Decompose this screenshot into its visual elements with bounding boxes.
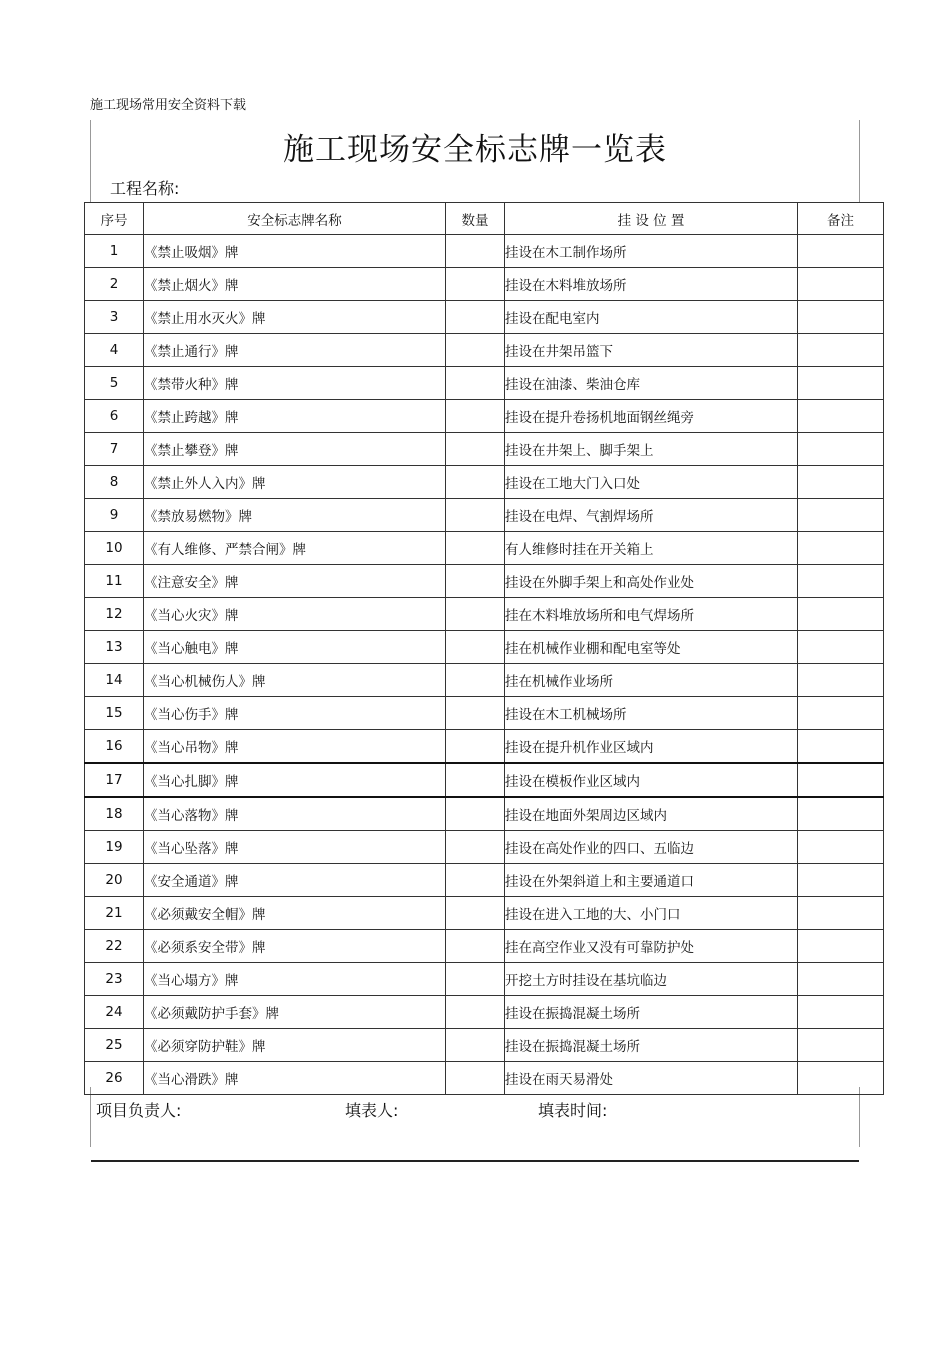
table-row [85, 499, 884, 532]
sign-name-cell: 《禁止吸烟》牌 [144, 235, 446, 268]
quantity-cell [446, 797, 505, 831]
quantity-cell [446, 268, 505, 301]
location-cell: 挂设在提升机作业区域内 [505, 730, 798, 764]
seq-cell: 9 [85, 499, 144, 532]
frame-left-line-bottom [90, 1087, 91, 1147]
column-header-seq: 序号 [85, 203, 144, 235]
quantity-cell [446, 598, 505, 631]
location-cell: 挂设在油漆、柴油仓库 [505, 367, 798, 400]
footer-date-label: 填表时间: [538, 1101, 608, 1120]
seq-cell: 21 [85, 897, 144, 930]
seq-cell: 3 [85, 301, 144, 334]
remark-cell [798, 664, 884, 697]
table-header-row [85, 203, 884, 235]
remark-cell [798, 831, 884, 864]
remark-cell [798, 631, 884, 664]
table-row [85, 334, 884, 367]
project-name-label: 工程名称: [110, 179, 180, 198]
quantity-cell [446, 963, 505, 996]
quantity-cell [446, 831, 505, 864]
sign-table [84, 202, 884, 1095]
seq-cell: 22 [85, 930, 144, 963]
table-row [85, 235, 884, 268]
seq-cell: 23 [85, 963, 144, 996]
seq-cell: 25 [85, 1029, 144, 1062]
seq-cell: 17 [85, 763, 144, 797]
frame-right-line-bottom [859, 1087, 860, 1147]
quantity-cell [446, 697, 505, 730]
sign-name-cell: 《有人维修、严禁合闸》牌 [144, 532, 446, 565]
table-row [85, 897, 884, 930]
table-row [85, 831, 884, 864]
remark-cell [798, 996, 884, 1029]
seq-cell: 19 [85, 831, 144, 864]
table-row [85, 963, 884, 996]
quantity-cell [446, 631, 505, 664]
location-cell: 开挖土方时挂设在基坑临边 [505, 963, 798, 996]
page-title: 施工现场安全标志牌一览表 [283, 132, 667, 168]
table-row [85, 433, 884, 466]
header-note: 施工现场常用安全资料下载 [90, 98, 247, 113]
seq-cell: 10 [85, 532, 144, 565]
sign-name-cell: 《当心坠落》牌 [144, 831, 446, 864]
seq-cell: 1 [85, 235, 144, 268]
sign-name-cell: 《当心触电》牌 [144, 631, 446, 664]
sign-name-cell: 《当心火灾》牌 [144, 598, 446, 631]
sign-name-cell: 《必须穿防护鞋》牌 [144, 1029, 446, 1062]
sign-name-cell: 《禁止用水灭火》牌 [144, 301, 446, 334]
seq-cell: 14 [85, 664, 144, 697]
location-cell: 挂设在地面外架周边区域内 [505, 797, 798, 831]
remark-cell [798, 598, 884, 631]
table-row [85, 367, 884, 400]
remark-cell [798, 499, 884, 532]
sign-name-cell: 《禁止烟火》牌 [144, 268, 446, 301]
footer-manager-label: 项目负责人: [96, 1101, 182, 1120]
sign-name-cell: 《必须系安全带》牌 [144, 930, 446, 963]
quantity-cell [446, 334, 505, 367]
location-cell: 挂设在进入工地的大、小门口 [505, 897, 798, 930]
quantity-cell [446, 996, 505, 1029]
sign-name-cell: 《当心落物》牌 [144, 797, 446, 831]
seq-cell: 26 [85, 1062, 144, 1095]
table-row [85, 864, 884, 897]
location-cell: 挂设在模板作业区域内 [505, 763, 798, 797]
sign-name-cell: 《禁止攀登》牌 [144, 433, 446, 466]
location-cell: 挂设在井架吊篮下 [505, 334, 798, 367]
table-row [85, 697, 884, 730]
quantity-cell [446, 235, 505, 268]
remark-cell [798, 301, 884, 334]
quantity-cell [446, 400, 505, 433]
remark-cell [798, 864, 884, 897]
sign-name-cell: 《当心扎脚》牌 [144, 763, 446, 797]
table-row [85, 1029, 884, 1062]
remark-cell [798, 897, 884, 930]
seq-cell: 13 [85, 631, 144, 664]
table-row [85, 631, 884, 664]
sign-name-cell: 《当心机械伤人》牌 [144, 664, 446, 697]
seq-cell: 20 [85, 864, 144, 897]
table-row [85, 797, 884, 831]
table-row [85, 763, 884, 797]
location-cell: 挂设在木工机械场所 [505, 697, 798, 730]
column-header-qty: 数量 [446, 203, 505, 235]
sign-name-cell: 《安全通道》牌 [144, 864, 446, 897]
seq-cell: 24 [85, 996, 144, 1029]
table-row [85, 1062, 884, 1095]
bottom-rule [91, 1160, 859, 1162]
remark-cell [798, 268, 884, 301]
quantity-cell [446, 930, 505, 963]
table-row [85, 400, 884, 433]
quantity-cell [446, 897, 505, 930]
sign-name-cell: 《注意安全》牌 [144, 565, 446, 598]
quantity-cell [446, 730, 505, 764]
quantity-cell [446, 532, 505, 565]
sign-name-cell: 《禁带火种》牌 [144, 367, 446, 400]
sign-name-cell: 《禁止通行》牌 [144, 334, 446, 367]
remark-cell [798, 565, 884, 598]
sign-name-cell: 《当心塌方》牌 [144, 963, 446, 996]
footer-filler-label: 填表人: [345, 1101, 399, 1120]
sign-name-cell: 《禁止外人入内》牌 [144, 466, 446, 499]
column-header-location: 挂 设 位 置 [505, 203, 798, 235]
table-body [85, 235, 884, 1095]
table-row [85, 598, 884, 631]
seq-cell: 5 [85, 367, 144, 400]
table-row [85, 466, 884, 499]
location-cell: 挂设在高处作业的四口、五临边 [505, 831, 798, 864]
sign-name-cell: 《当心吊物》牌 [144, 730, 446, 764]
remark-cell [798, 235, 884, 268]
column-header-name: 安全标志牌名称 [144, 203, 446, 235]
remark-cell [798, 763, 884, 797]
location-cell: 挂设在振捣混凝土场所 [505, 996, 798, 1029]
remark-cell [798, 466, 884, 499]
remark-cell [798, 930, 884, 963]
quantity-cell [446, 664, 505, 697]
location-cell: 挂设在外架斜道上和主要通道口 [505, 864, 798, 897]
remark-cell [798, 433, 884, 466]
seq-cell: 12 [85, 598, 144, 631]
location-cell: 挂设在雨天易滑处 [505, 1062, 798, 1095]
remark-cell [798, 730, 884, 764]
seq-cell: 18 [85, 797, 144, 831]
sign-name-cell: 《必须戴防护手套》牌 [144, 996, 446, 1029]
location-cell: 挂在机械作业棚和配电室等处 [505, 631, 798, 664]
quantity-cell [446, 301, 505, 334]
table-row [85, 532, 884, 565]
quantity-cell [446, 367, 505, 400]
quantity-cell [446, 433, 505, 466]
seq-cell: 8 [85, 466, 144, 499]
remark-cell [798, 532, 884, 565]
sign-name-cell: 《禁放易燃物》牌 [144, 499, 446, 532]
remark-cell [798, 334, 884, 367]
table-row [85, 930, 884, 963]
quantity-cell [446, 763, 505, 797]
table-row [85, 565, 884, 598]
seq-cell: 11 [85, 565, 144, 598]
sign-name-cell: 《当心滑跌》牌 [144, 1062, 446, 1095]
sign-name-cell: 《当心伤手》牌 [144, 697, 446, 730]
seq-cell: 7 [85, 433, 144, 466]
location-cell: 挂在木料堆放场所和电气焊场所 [505, 598, 798, 631]
remark-cell [798, 400, 884, 433]
remark-cell [798, 1029, 884, 1062]
seq-cell: 6 [85, 400, 144, 433]
location-cell: 挂设在电焊、气割焊场所 [505, 499, 798, 532]
remark-cell [798, 697, 884, 730]
location-cell: 挂在高空作业又没有可靠防护处 [505, 930, 798, 963]
column-header-remark: 备注 [798, 203, 884, 235]
quantity-cell [446, 864, 505, 897]
location-cell: 挂设在木料堆放场所 [505, 268, 798, 301]
table-row [85, 664, 884, 697]
seq-cell: 2 [85, 268, 144, 301]
location-cell: 挂设在提升卷扬机地面钢丝绳旁 [505, 400, 798, 433]
location-cell: 挂设在振捣混凝土场所 [505, 1029, 798, 1062]
sign-name-cell: 《禁止跨越》牌 [144, 400, 446, 433]
location-cell: 挂设在木工制作场所 [505, 235, 798, 268]
quantity-cell [446, 1062, 505, 1095]
remark-cell [798, 367, 884, 400]
location-cell: 挂设在外脚手架上和高处作业处 [505, 565, 798, 598]
quantity-cell [446, 499, 505, 532]
sign-name-cell: 《必须戴安全帽》牌 [144, 897, 446, 930]
seq-cell: 4 [85, 334, 144, 367]
location-cell: 挂设在工地大门入口处 [505, 466, 798, 499]
table-row [85, 730, 884, 764]
table-row [85, 996, 884, 1029]
location-cell: 挂设在井架上、脚手架上 [505, 433, 798, 466]
quantity-cell [446, 565, 505, 598]
seq-cell: 16 [85, 730, 144, 764]
quantity-cell [446, 466, 505, 499]
table-row [85, 301, 884, 334]
remark-cell [798, 963, 884, 996]
location-cell: 有人维修时挂在开关箱上 [505, 532, 798, 565]
seq-cell: 15 [85, 697, 144, 730]
location-cell: 挂在机械作业场所 [505, 664, 798, 697]
table-row [85, 268, 884, 301]
remark-cell [798, 797, 884, 831]
remark-cell [798, 1062, 884, 1095]
location-cell: 挂设在配电室内 [505, 301, 798, 334]
quantity-cell [446, 1029, 505, 1062]
